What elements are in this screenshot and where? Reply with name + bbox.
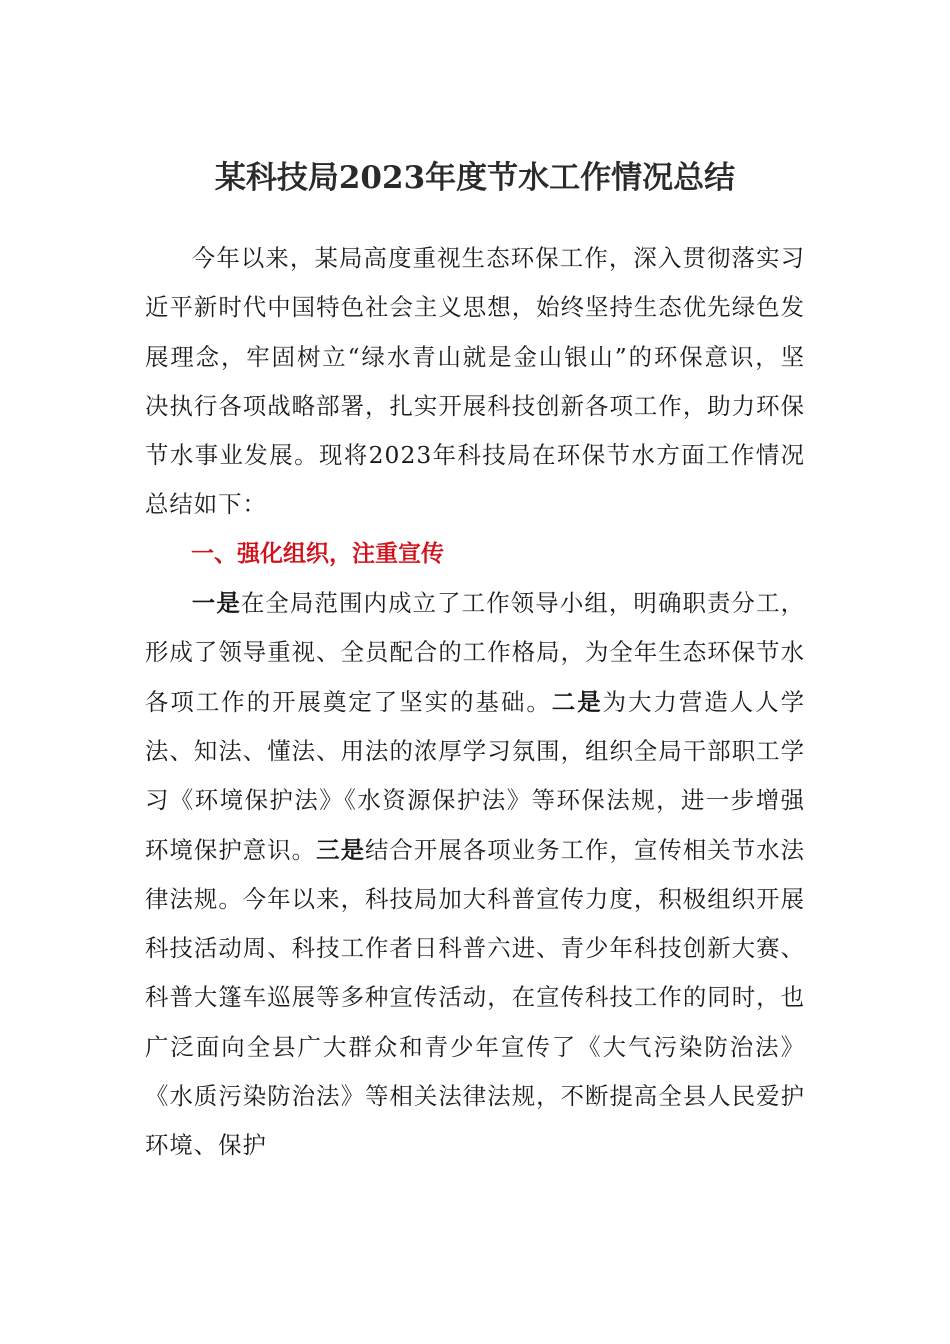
section-1-paragraph <box>145 579 805 1171</box>
document-page <box>145 150 805 1171</box>
point-text-3: 结合开展各项业务工作，宣传相关节水法律法规。今年以来，科技局加大科普宣传力度，积极组织开展科技活动周、科技工作者日科普六进、青少年科技创新大赛、科普大篷车巡展等多种宣传活动，在宣传科技工作的同时，也广泛面向全县广大群众和青少年宣传了《大气污染防治法》《水质污染防治法》等相关法律法规，不断提高全县人民爱护环境、保护 <box>145 835 806 1160</box>
point-text-2: 为大力营造人人学法、知法、懂法、用法的浓厚学习氛围，组织全局干部职工学习《环境保护法》《水资源保护法》等环保法规，进一步增强环境保护意识。 <box>145 687 806 864</box>
point-lead-2: 二是 <box>551 687 603 716</box>
section-heading-1: 一、强化组织，注重宣传 <box>191 540 444 567</box>
point-lead-3: 三是 <box>316 835 366 864</box>
intro-paragraph: 今年以来，某局高度重视生态环保工作，深入贯彻落实习近平新时代中国特色社会主义思想，始终坚持生态优先绿色发展理念，牢固树立“绿水青山就是金山银山”的环保意识，坚决执行各项战略部署，扎实开展科技创新各项工作，助力环保节水事业发展。现将2023年科技局在环保节水方面工作情况总结如下： <box>145 244 805 519</box>
point-text-1: 在全局范围内成立了工作领导小组，明确职责分工，形成了领导重视、全员配合的工作格局，为全年生态环保节水各项工作的开展奠定了坚实的基础。 <box>145 589 806 716</box>
point-lead-1: 一是 <box>191 589 241 618</box>
document-title: 某科技局2023年度节水工作情况总结 <box>214 160 736 196</box>
